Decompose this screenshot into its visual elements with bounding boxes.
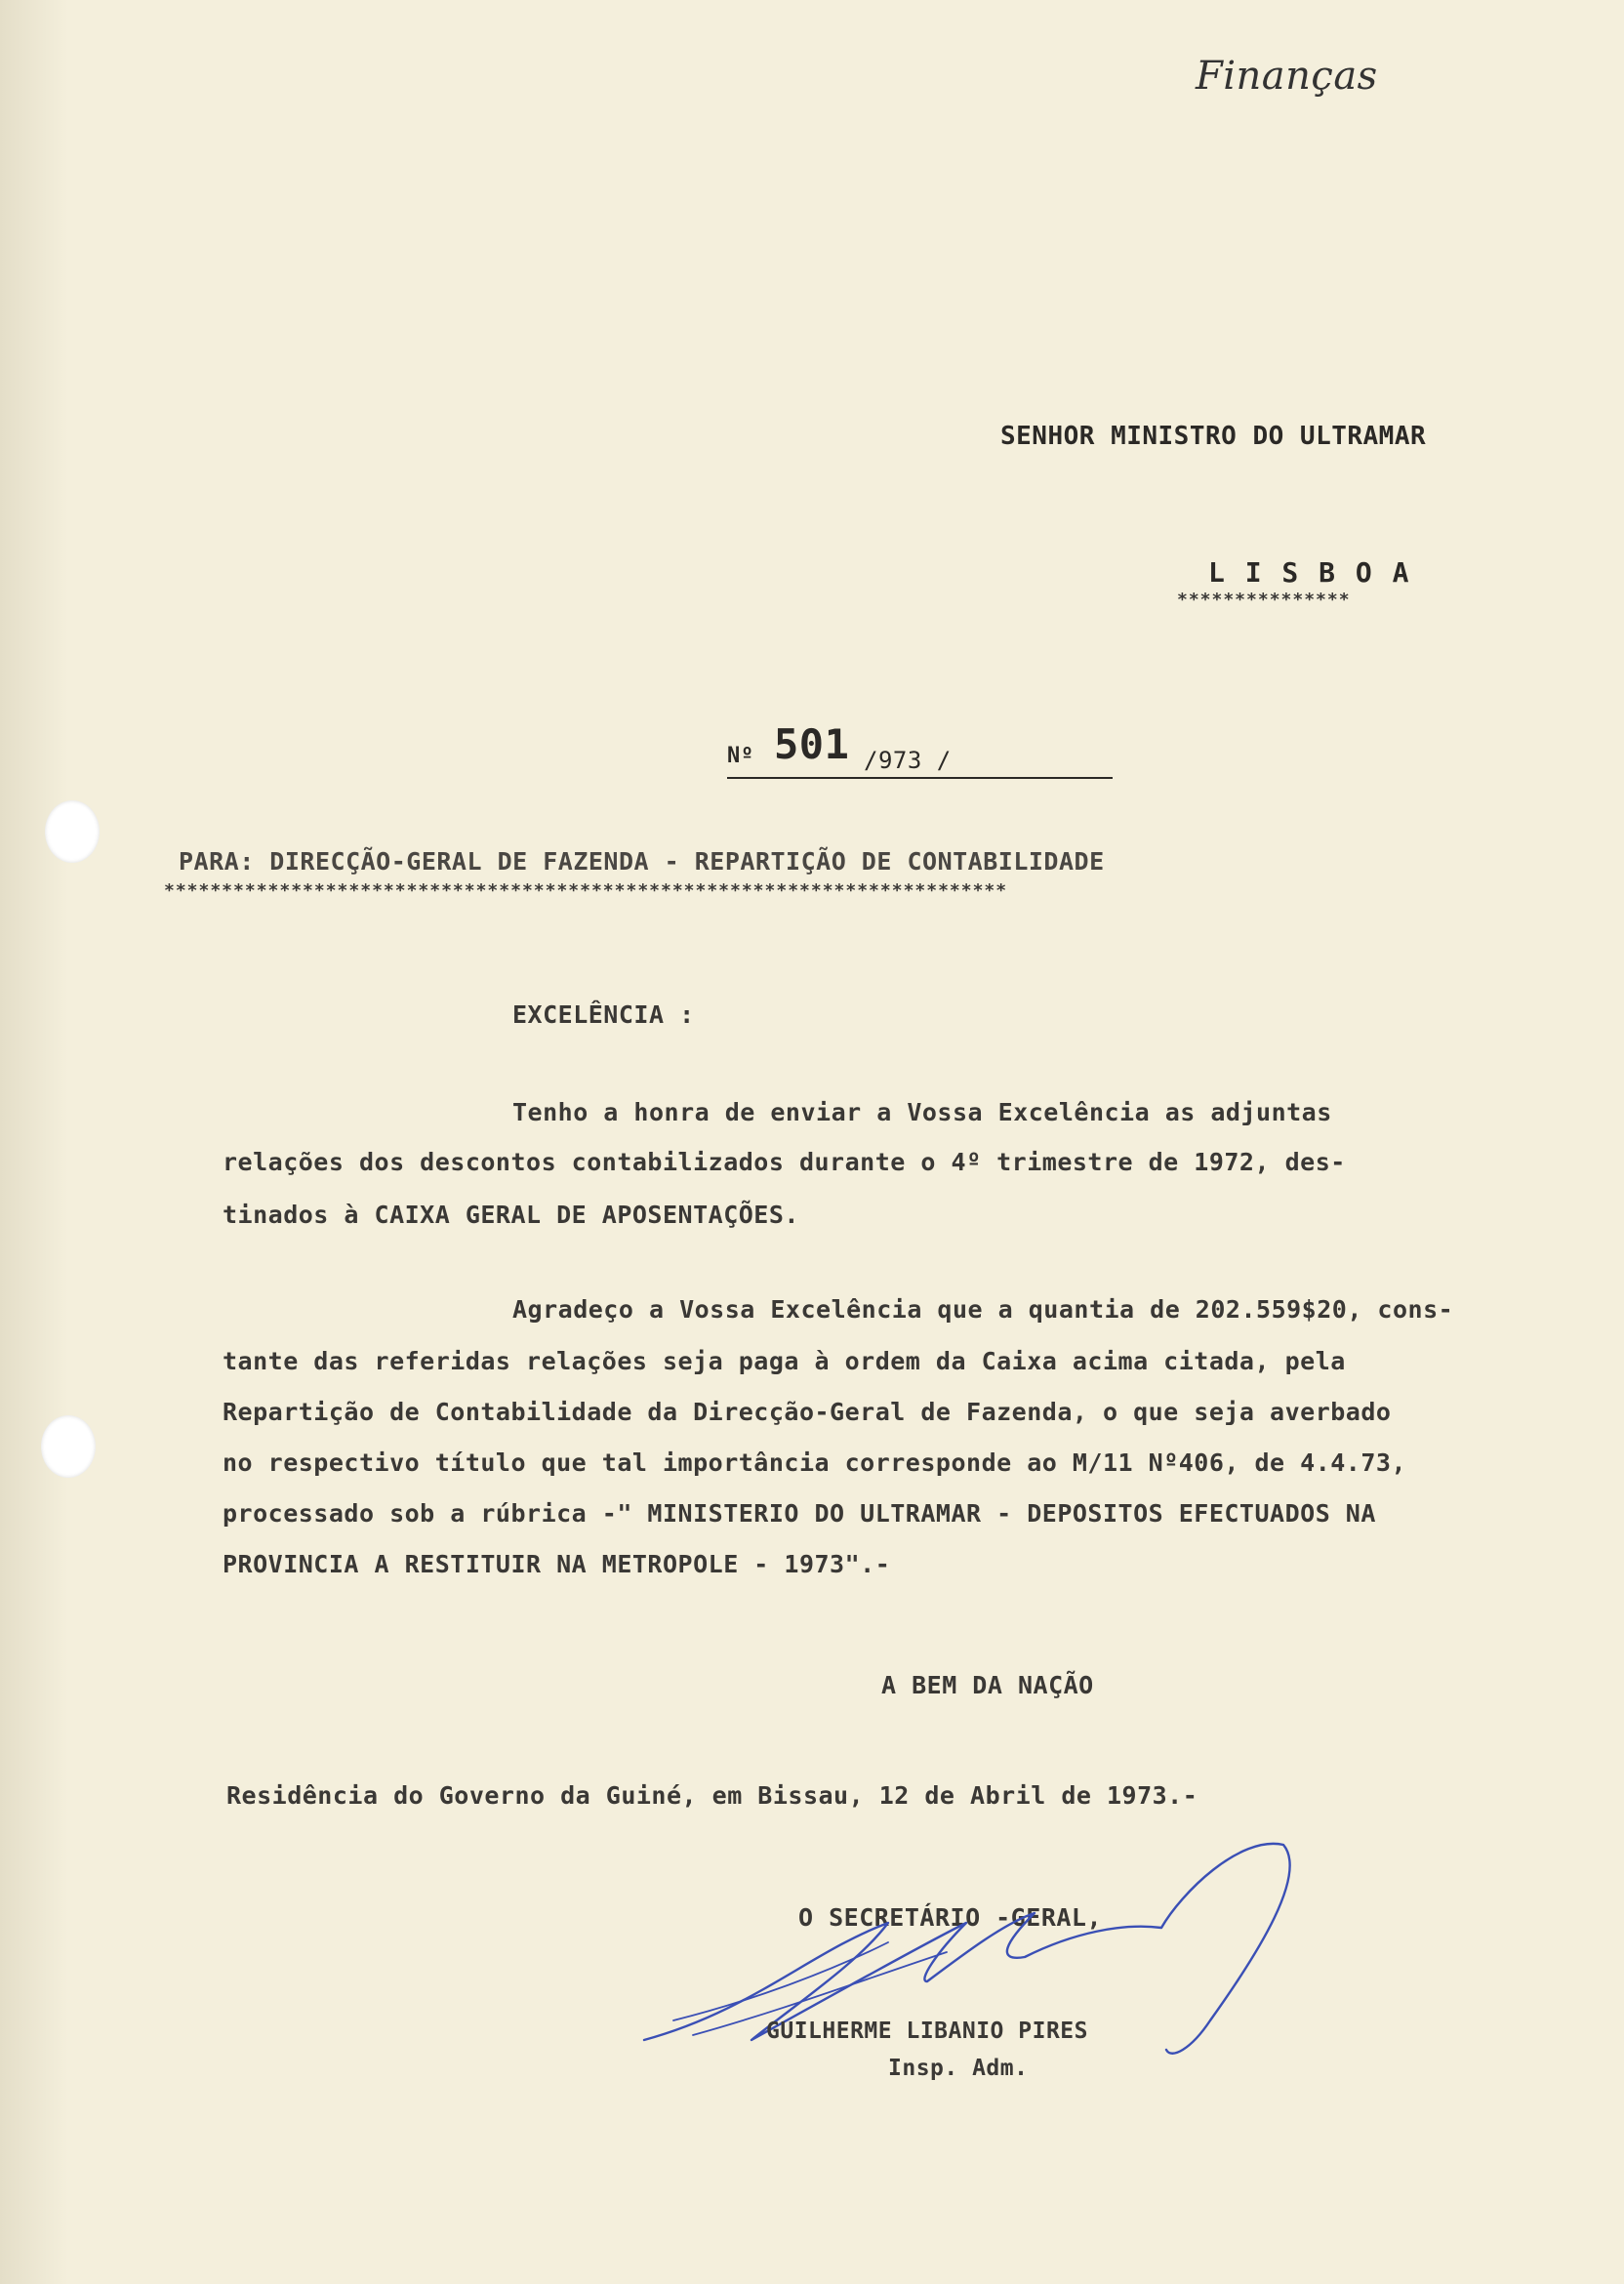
salutation: EXCELÊNCIA : [512,1000,695,1029]
addressee-line: SENHOR MINISTRO DO ULTRAMAR [1000,422,1427,451]
paragraph2-line3: Repartição de Contabilidade da Direcção-Geral de Fazenda, o que seja averbado [223,1398,1392,1426]
signatory-rank: Insp. Adm. [888,2056,1029,2081]
paragraph2-line5: processado sob a rúbrica -" MINISTERIO DO ULTRAMAR - DEPOSITOS EFECTUADOS NA [223,1499,1376,1528]
signatory-name: GUILHERME LIBANIO PIRES [766,2019,1088,2044]
paragraph2-line4: no respectivo título que tal importância corresponde ao M/11 Nº406, de 4.4.73, [223,1448,1406,1477]
reference-number: 501 [774,720,850,768]
reference-rule [727,777,1113,779]
city-underline: *************** [1177,590,1351,610]
recipient-underline: ************************************************************************* [164,880,1008,901]
reference-suffix: /973 / [864,747,952,774]
punch-hole-lower [41,1415,96,1478]
punch-hole-upper [45,800,100,863]
handwritten-signature [634,1815,1318,2089]
place-and-date: Residência do Governo da Guiné, em Bissau, 12 de Abril de 1973.- [226,1781,1198,1810]
paragraph2-line2: tante das referidas relações seja paga à ordem da Caixa acima citada, pela [223,1347,1346,1375]
paragraph1-line2: relações dos descontos contabilizados durante o 4º trimestre de 1972, des- [223,1148,1346,1176]
paragraph2-line1: Agradeço a Vossa Excelência que a quantia de 202.559$20, cons- [512,1295,1454,1324]
paragraph2-line6: PROVINCIA A RESTITUIR NA METROPOLE - 1973".- [223,1550,891,1578]
addressee-city: L I S B O A [1208,556,1411,589]
signatory-title: O SECRETÁRIO -GERAL, [798,1903,1103,1932]
recipient-line: PARA: DIRECÇÃO-GERAL DE FAZENDA - REPARTIÇÃO DE CONTABILIDADE [179,847,1105,876]
paragraph1-line1: Tenho a honra de enviar a Vossa Excelência as adjuntas [512,1098,1332,1126]
paragraph1-line3: tinados à CAIXA GERAL DE APOSENTAÇÕES. [223,1201,799,1229]
reference-prefix: Nº [727,744,754,768]
handwritten-annotation: Finanças [1196,54,1378,99]
closing-formula: A BEM DA NAÇÃO [881,1671,1094,1699]
